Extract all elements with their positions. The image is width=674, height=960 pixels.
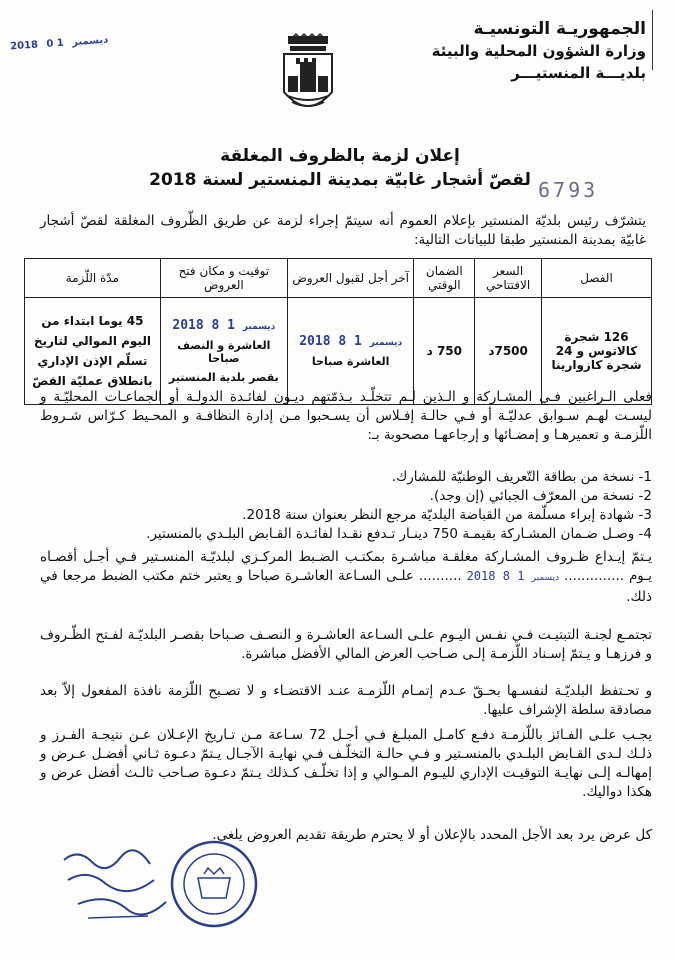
- reservation-paragraph: و تحـتفظ البلديّـة لنفسـها بحـقّ عـدم إتمـام اللّزمـة عنـد الاقتضـاء و لا تصـبح اللّزمة نافذة المفعول إلاّ بعد مصادقة سلطة الإشراف عليها.: [40, 683, 652, 718]
- letterhead-ministry: وزارة الشؤون المحلية والبيئة: [431, 42, 646, 60]
- date-stamp-month: ديسمبر: [71, 34, 109, 49]
- municipality-logo-icon: [278, 30, 338, 122]
- reference-number: 6793: [538, 178, 599, 202]
- date-stamp: [10, 31, 109, 54]
- header-article: الفصل: [542, 259, 652, 298]
- opening-time-text: العاشرة و النصف صباحا: [177, 339, 271, 365]
- header-duration: مدّة اللّزمة: [25, 259, 161, 298]
- date-stamp-day: 1 0: [46, 37, 65, 50]
- opening-date-stamp: [172, 318, 275, 333]
- deadline-stamp-day: 1 8: [338, 334, 362, 349]
- header-opening-time: توقيت و مكان فتح العروض: [160, 259, 287, 298]
- deadline-stamp-month: ديسمبر: [369, 338, 403, 348]
- required-documents-list: [40, 468, 652, 544]
- opening-stamp-month: ديسمبر: [242, 322, 276, 332]
- payment-paragraph: يجـب علـى الفـائز باللّزمـة دفـع كامـل المبلـغ فـي أجـل 72 سـاعة مـن تـاريخ الإعـلان عـن نتيجـة الفـرز و ذلـك لـدى القـابض البلـدي بالمنسـتير و فـي حالـة التخلّـف فـي نهايـة الآجـال يـتمّ دعـوة ثـاني أفضـل عـرض و إمهالـه إلـى نهايـة التوقيـت الإداري لليـوم المـوالي و إذا تخلّـف كـذلك يـتمّ دعـوة صـاحب ثالـث أفضل عرض و هكذا دواليك.: [40, 727, 652, 800]
- announcement-subtitle: لقصّ أشجار غابيّة بمدينة المنستير لسنة 2018: [149, 170, 531, 190]
- list-item: 4- وصـل ضـمان المشـاركة بقيمـة 750 دينـار تـدفع نقـدا لفائـدة القـابض البلـدي بالمنستير.: [146, 526, 652, 542]
- header-guarantee: الضمان الوقتي: [414, 259, 475, 298]
- cell-duration: 45 يوما ابتداء من اليوم الموالي لتاريخ تسلّم الإذن الإداري بانطلاق عمليّة القصّ: [25, 298, 161, 405]
- deadline-time: العاشرة صباحا: [311, 355, 390, 368]
- cell-guarantee: 750 د: [414, 298, 475, 405]
- deadline-stamp-year: 2018: [299, 334, 331, 349]
- letterhead: [416, 18, 646, 84]
- letterhead-municipality: بلديـــة المنستيـــر: [511, 64, 646, 82]
- official-seal-icon: [168, 838, 260, 930]
- committee-paragraph: تجتمـع لجنـة التبتيـت فـي نفـس اليـوم علـى السـاعة العاشـرة و النصـف صـباحا بقصـر البلديّـة لفـتح الظّـروف و فرزهـا و يـتمّ إسـناد اللّزمـة إلـى صـاحب العرض المالي الأفضل مباشرة.: [40, 627, 652, 662]
- opening-stamp-day: 1 8: [211, 318, 235, 333]
- mayor-signature-icon: [58, 840, 178, 930]
- intro-paragraph: يتشرّف رئيس بلديّة المنستير بإعلام العموم أنه سيتمّ إجراء لزمة عن طريق الظّروف المغلقة لقصّ أشجار غابيّة بمدينة المنستير طبقا للبيانات التالية:: [40, 213, 646, 248]
- cell-opening-price: 7500د: [475, 298, 542, 405]
- margin-line: [652, 10, 653, 70]
- submission-paragraph: [40, 548, 652, 607]
- announcement-title: إعلان لزمة بالظروف المغلقة: [220, 146, 460, 166]
- tender-table-header: [25, 259, 652, 298]
- date-stamp-year: 2018: [9, 39, 39, 53]
- closing-note: كل عرض يرد بعد الأجل المحدد بالإعلان أو لا يحترم طريقة تقديم العروض يلغى.: [212, 827, 652, 843]
- list-item: 2- نسخة من المعرّف الجبائي (إن وجد).: [429, 488, 652, 504]
- participation-paragraph: فعلى الـراغبين فـي المشـاركة و الـذين لـم تتخلّـد بـذمّتهم ديـون لفائـدة الدولـة أو الجماعـات المحليّـة و ليسـت لهـم سـوابق عدليّـة أو فـي حالـة إفـلاس أن يسـحبوا مـن إدارة النظافـة و المحـيط كـرّاس شـروط اللّزمـة و تعميرهـا و إمضـائها و إرجاعهـا مصحوبة بـ:: [40, 389, 652, 443]
- submission-stamp-month: ديسمبر: [531, 573, 560, 583]
- submission-text-1: يـتمّ إيـداع ظـروف المشـاركة مغلقـة مباشـرة بمكتـب الضـبط المركـزي لبلديّـة المنسـتير فـي أجـل أقصـاه يـوم ..............: [40, 549, 652, 584]
- submission-stamp-day: 1 8: [502, 569, 525, 583]
- deadline-date-stamp: [299, 334, 402, 349]
- submission-stamp-year: 2018: [466, 569, 496, 583]
- header-opening-price: السعر الافتتاحي: [475, 259, 542, 298]
- tender-table: [24, 258, 652, 405]
- header-deadline: آخر أجل لقبول العروض: [287, 259, 414, 298]
- list-item: 1- نسخة من بطاقة التّعريف الوطنيّة للمشارك.: [391, 469, 652, 485]
- cell-article: 126 شجرة كالاتوس و 24 شجرة كازوارينا: [542, 298, 652, 405]
- letterhead-republic: الجمهوريـة التونسيـة: [473, 19, 646, 39]
- opening-place-text: بقصر بلدية المنستير: [168, 371, 279, 384]
- list-item: 3- شهادة إبراء مسلّمة من القباضة البلديّة مرجع النظر بعنوان سنة 2018.: [242, 507, 652, 523]
- opening-stamp-year: 2018: [172, 318, 204, 333]
- submission-text-2: .......... علـى السـاعة العاشـرة صباحا و يعتبر ختم مكتب الضبط مرجعا في ذلك.: [40, 568, 652, 605]
- submission-date-stamp: [467, 567, 560, 588]
